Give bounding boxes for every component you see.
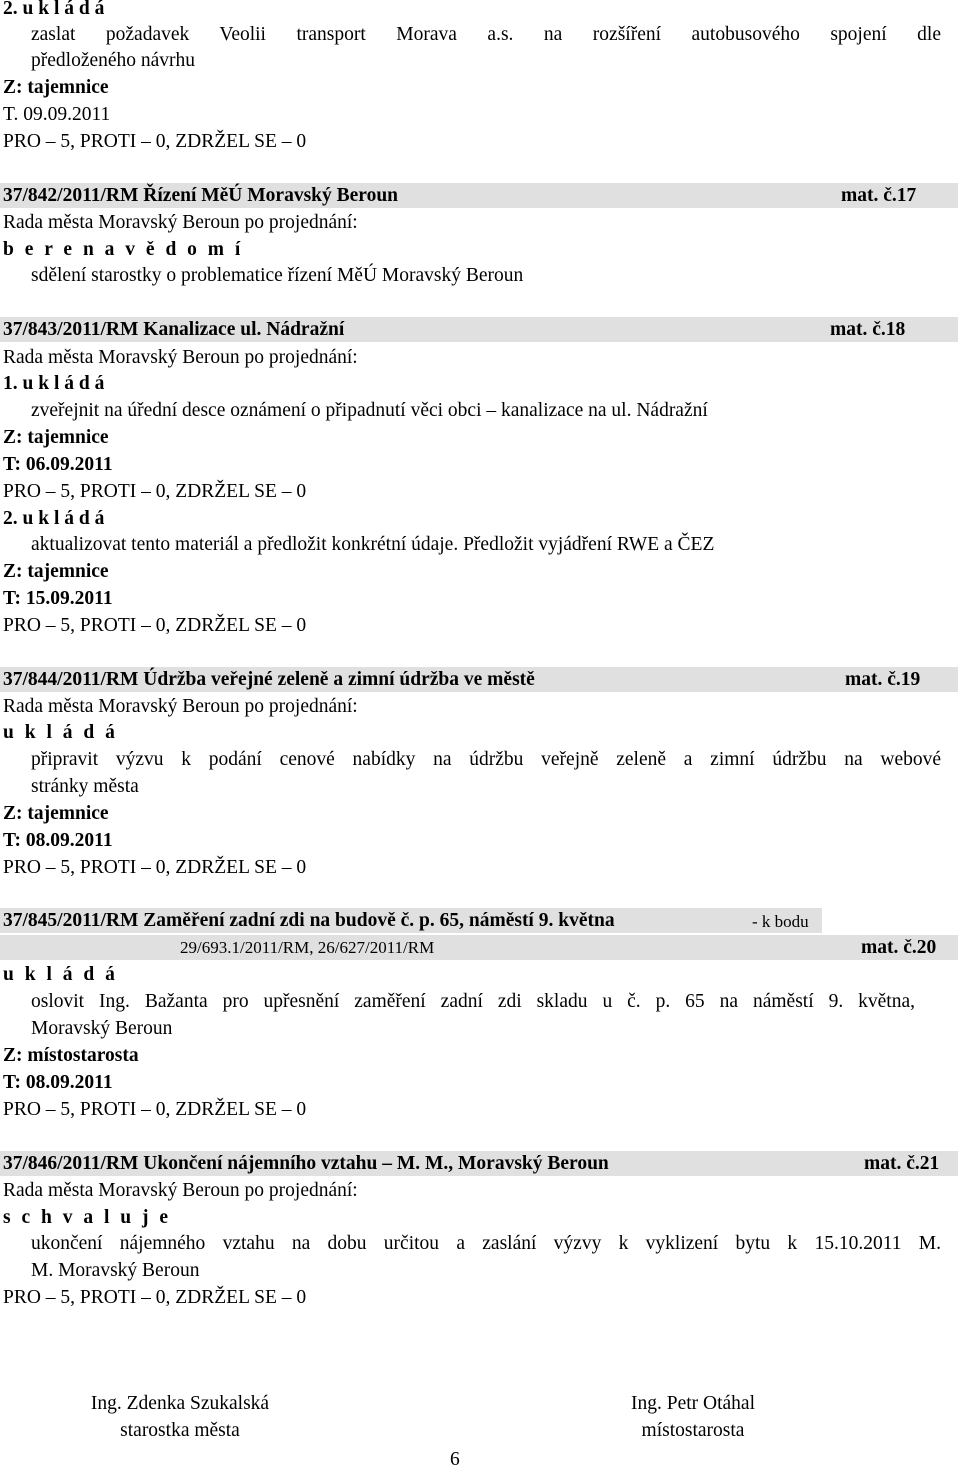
item844-text-line1: připravit výzvu k podání cenové nabídky na údržbu veřejně zeleně a zimní údržbu na webové: [31, 749, 941, 770]
item846-council: Rada města Moravský Beroun po projednání:: [3, 1180, 358, 1201]
item845-mat: mat. č.20: [861, 937, 937, 958]
item842-action: b e r e n a v ě d o m í: [3, 239, 244, 260]
item845-deadline: T: 08.09.2011: [3, 1072, 113, 1093]
item842-council: Rada města Moravský Beroun po projednání:: [3, 212, 358, 233]
item846-title: 37/846/2011/RM Ukončení nájemního vztahu – M. M., Moravský Beroun: [3, 1153, 609, 1174]
item843-text2: aktualizovat tento materiál a předložit konkrétní údaje. Předložit vyjádření RWE a ČEZ: [31, 534, 715, 555]
page-number: 6: [450, 1449, 460, 1470]
item845-title-suffix: - k bodu: [752, 912, 809, 931]
item845-responsible: Z: místostarosta: [3, 1045, 139, 1066]
item843-deadline2: T: 15.09.2011: [3, 588, 113, 609]
signature-left-name: Ing. Zdenka Szukalská: [90, 1393, 270, 1414]
item846-header: [0, 1151, 958, 1176]
item843-responsible1: Z: tajemnice: [3, 427, 109, 448]
item846-mat: mat. č.21: [864, 1153, 940, 1174]
signature-left-role: starostka města: [120, 1420, 240, 1441]
item845-text-line2: Moravský Beroun: [31, 1018, 173, 1039]
item846-text-line2: M. Moravský Beroun: [31, 1260, 200, 1281]
intro-text-line2: předloženého návrhu: [31, 50, 196, 71]
item844-text-line2: stránky města: [31, 776, 139, 797]
item842-mat: mat. č.17: [841, 185, 917, 206]
item846-text-line1: ukončení nájemného vztahu na dobu určitou a zaslání výzvy k vyklizení bytu k 15.10.2011 M.: [31, 1233, 941, 1254]
item844-responsible: Z: tajemnice: [3, 803, 109, 824]
item843-header: [0, 317, 958, 342]
item845-ref: 29/693.1/2011/RM, 26/627/2011/RM: [180, 938, 435, 957]
item843-responsible2: Z: tajemnice: [3, 561, 109, 582]
signature-right-name: Ing. Petr Otáhal: [630, 1393, 755, 1414]
item846-vote: PRO – 5, PROTI – 0, ZDRŽEL SE – 0: [3, 1287, 307, 1308]
item842-text: sdělení starostky o problematice řízení MěÚ Moravský Beroun: [31, 265, 524, 286]
intro-heading: 2. u k l á d á: [3, 0, 105, 19]
item844-deadline: T: 08.09.2011: [3, 830, 113, 851]
item842-title: 37/842/2011/RM Řízení MěÚ Moravský Beroun: [3, 185, 399, 206]
item843-vote1: PRO – 5, PROTI – 0, ZDRŽEL SE – 0: [3, 481, 307, 502]
item845-header: [0, 908, 822, 933]
item843-title: 37/843/2011/RM Kanalizace ul. Nádražní: [3, 319, 345, 340]
item843-action1: 1. u k l á d á: [3, 373, 105, 394]
item845-action: u k l á d á: [3, 964, 118, 985]
item843-deadline1: T: 06.09.2011: [3, 454, 113, 475]
item844-header: [0, 667, 958, 692]
item843-council: Rada města Moravský Beroun po projednání:: [3, 347, 358, 368]
item846-action: s c h v a l u j e: [3, 1207, 171, 1228]
item844-title: 37/844/2011/RM Údržba veřejné zeleně a zimní údržba ve městě: [3, 669, 535, 690]
item844-vote: PRO – 5, PROTI – 0, ZDRŽEL SE – 0: [3, 857, 307, 878]
signature-right-role: místostarosta: [641, 1420, 745, 1441]
intro-vote: PRO – 5, PROTI – 0, ZDRŽEL SE – 0: [3, 131, 307, 152]
item845-title: 37/845/2011/RM Zaměření zadní zdi na budově č. p. 65, náměstí 9. května: [3, 910, 615, 931]
item843-mat: mat. č.18: [830, 319, 906, 340]
item844-council: Rada města Moravský Beroun po projednání:: [3, 696, 358, 717]
intro-responsible: Z: tajemnice: [3, 77, 109, 98]
item844-action: u k l á d á: [3, 722, 118, 743]
item845-header-row2: [0, 935, 958, 960]
intro-text-line1: zaslat požadavek Veolii transport Morava a.s. na rozšíření autobusového spojení dle: [31, 24, 941, 45]
item843-vote2: PRO – 5, PROTI – 0, ZDRŽEL SE – 0: [3, 615, 307, 636]
item843-action2: 2. u k l á d á: [3, 508, 105, 529]
item843-text1: zveřejnit na úřední desce oznámení o připadnutí věci obci – kanalizace na ul. Nádražní: [31, 400, 708, 421]
item845-text-line1: oslovit Ing. Bažanta pro upřesnění zaměření zadní zdi skladu u č. p. 65 na náměstí 9. května,: [31, 991, 915, 1012]
item844-mat: mat. č.19: [845, 669, 921, 690]
intro-deadline: T. 09.09.2011: [3, 104, 111, 125]
item842-header: [0, 183, 958, 208]
item845-vote: PRO – 5, PROTI – 0, ZDRŽEL SE – 0: [3, 1099, 307, 1120]
